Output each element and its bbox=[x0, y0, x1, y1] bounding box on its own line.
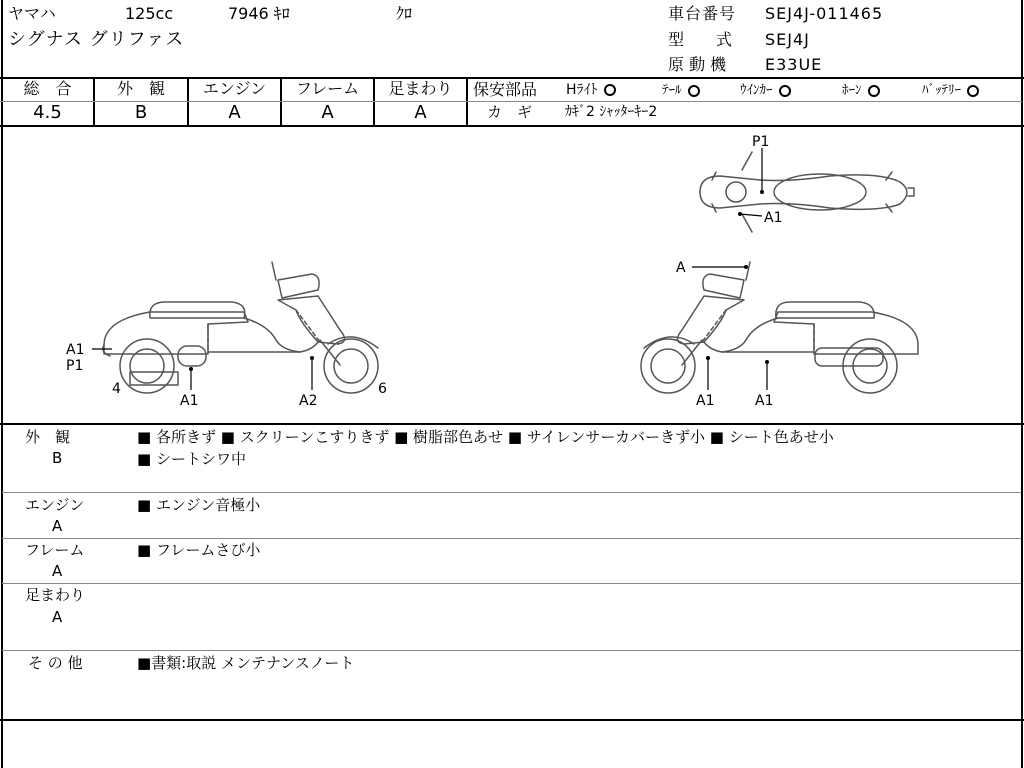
note-divider bbox=[2, 650, 1021, 651]
ok-circle-icon bbox=[967, 85, 979, 97]
note-label-engine: エンジン bbox=[25, 496, 85, 514]
note-grade-engine: A bbox=[52, 517, 63, 535]
safety-item-winker bbox=[740, 84, 791, 97]
grade-value-suspension: A bbox=[414, 102, 427, 123]
safety-item-label: ﾊﾞｯﾃﾘｰ bbox=[922, 83, 961, 98]
chassis-label: 車台番号 bbox=[668, 4, 737, 23]
scooter-left-view bbox=[103, 262, 378, 393]
ok-circle-icon bbox=[779, 85, 791, 97]
safety-item-label: ﾃｰﾙ bbox=[662, 83, 682, 98]
safety-row-divider bbox=[467, 101, 1022, 102]
type-label: 型 式 bbox=[668, 30, 733, 49]
key-value: ｶｷﾞ2 ｼｬｯﾀｰｷｰ2 bbox=[565, 104, 658, 120]
type-value: SEJ4J bbox=[765, 30, 810, 49]
safety-label: 保安部品 bbox=[473, 80, 538, 99]
damage-label: A1 bbox=[180, 393, 199, 409]
safety-item-label: Hﾗｲﾄ bbox=[566, 82, 598, 98]
note-label-other: そ の 他 bbox=[28, 654, 83, 672]
scooter-diagram bbox=[0, 126, 1024, 422]
damage-label: A1 bbox=[696, 393, 715, 409]
note-line: ■ フレームさび小 bbox=[137, 541, 261, 559]
grade-label-exterior: 外 観 bbox=[116, 79, 165, 98]
grade-label-frame: フレーム bbox=[295, 79, 360, 98]
note-grade-suspension: A bbox=[52, 608, 63, 626]
note-grade-exterior: B bbox=[52, 449, 63, 467]
displacement: 125cc bbox=[125, 4, 174, 23]
note-line: ■ エンジン音極小 bbox=[137, 496, 261, 514]
model-name: シグナス グリファス bbox=[8, 29, 185, 50]
ok-circle-icon bbox=[868, 85, 880, 97]
grade-label-suspension: 足まわり bbox=[388, 79, 453, 98]
note-label-exterior: 外 観 bbox=[25, 428, 71, 446]
chassis-number: SEJ4J-011465 bbox=[765, 4, 884, 23]
key-label: カ ギ bbox=[487, 103, 533, 121]
damage-label: 6 bbox=[378, 381, 387, 397]
grade-value-frame: A bbox=[321, 102, 334, 123]
damage-label: A1 bbox=[66, 342, 85, 358]
mileage: 7946 ｷﾛ bbox=[228, 4, 290, 23]
damage-label: A bbox=[676, 260, 686, 276]
grade-label-overall: 総 合 bbox=[23, 79, 72, 98]
damage-label: P1 bbox=[752, 134, 770, 150]
note-line: ■書類:取説 メンテナンスノート bbox=[137, 654, 355, 672]
ok-circle-icon bbox=[688, 85, 700, 97]
engine-value: E33UE bbox=[765, 55, 823, 74]
damage-label: 4 bbox=[112, 381, 121, 397]
maker: ヤマハ bbox=[8, 4, 56, 23]
ok-circle-icon bbox=[604, 84, 616, 96]
safety-item-label: ｳｲﾝｶｰ bbox=[740, 83, 773, 98]
grade-value-engine: A bbox=[228, 102, 241, 123]
damage-label: A1 bbox=[764, 210, 783, 226]
safety-item-horn bbox=[842, 84, 880, 97]
note-line: ■ 各所きず ■ スクリーンこすりきず ■ 樹脂部色あせ ■ サイレンサーカバーきず小 ■ シート色あせ小 bbox=[137, 428, 834, 446]
grade-value-exterior: B bbox=[134, 102, 148, 123]
damage-label: A1 bbox=[755, 393, 774, 409]
safety-item-headlight bbox=[566, 83, 616, 97]
color: ｸﾛ bbox=[396, 4, 413, 23]
damage-label: P1 bbox=[66, 358, 84, 374]
safety-item-taillight bbox=[662, 84, 700, 97]
grade-label-engine: エンジン bbox=[202, 79, 267, 98]
grade-value-overall: 4.5 bbox=[33, 102, 62, 123]
note-label-frame: フレーム bbox=[25, 541, 85, 559]
engine-label: 原 動 機 bbox=[668, 55, 727, 74]
note-line: ■ シートシワ中 bbox=[137, 450, 246, 468]
note-divider bbox=[2, 492, 1021, 493]
note-divider bbox=[2, 583, 1021, 584]
note-grade-frame: A bbox=[52, 562, 63, 580]
diagram-bottom-divider bbox=[0, 423, 1024, 425]
note-label-suspension: 足まわり bbox=[25, 586, 86, 604]
note-divider bbox=[2, 538, 1021, 539]
safety-item-battery bbox=[922, 84, 979, 97]
scooter-top-view bbox=[700, 152, 914, 232]
scooter-right-view bbox=[641, 262, 918, 393]
sheet-bottom-divider bbox=[0, 719, 1024, 721]
safety-item-label: ﾎｰﾝ bbox=[842, 83, 862, 98]
damage-label: A2 bbox=[299, 393, 318, 409]
